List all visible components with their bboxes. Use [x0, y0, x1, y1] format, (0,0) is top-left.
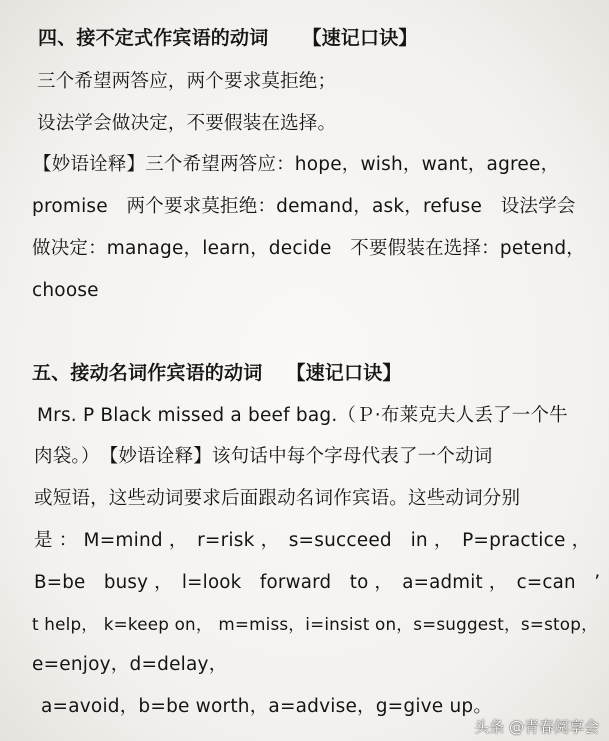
section4-tag: 【速记口诀】: [302, 27, 418, 49]
section5-line5: B=be busy ， l=look forward to ， a=admit ， c=can ’: [34, 572, 601, 593]
section5-line2: [34, 444, 492, 470]
section5-explain-tag: 【妙语诠释】: [109, 446, 212, 467]
section5-heading: 五、接动名词作宾语的动词: [32, 362, 263, 384]
section4-verse2: 设法学会做决定，不要假装在选择。: [37, 113, 337, 134]
section5-line7: e=enjoy，d=delay，: [32, 654, 228, 675]
section5-line3: 或短语，这些动词要求后面跟动名词作宾语。这些动词分别: [34, 488, 521, 509]
section4-explain-line2: promise 两个要求莫拒绝：demand，ask，refuse 设法学会: [32, 196, 576, 217]
section5-heading-line: [32, 360, 402, 386]
section5-line1: Mrs. P Black missed a beef bag.（Ｐ·布莱克夫人丢了一个牛: [37, 405, 568, 426]
section5-tag: 【速记口诀】: [286, 362, 402, 384]
section4-heading-line: [38, 25, 418, 51]
section4-explain-line3: 做决定：manage，learn，decide 不要假装在选择：petend，: [32, 238, 586, 259]
section5-line2b: 该句话中每个字母代表了一个动词: [211, 446, 493, 467]
section4-explain-line1: [33, 152, 559, 178]
watermark: 头条 @青春阅享会: [474, 718, 599, 736]
section5-line2a: 肉袋。）: [34, 446, 110, 467]
section4-explain-text1: 三个希望两答应：hope，wish，want，agree，: [145, 154, 560, 175]
section4-heading: 四、接不定式作宾语的动词: [38, 27, 269, 49]
section4-explain-tag: 【妙语诠释】: [33, 154, 146, 175]
section5-line8: a=avoid，b=be worth，a=advise，g=give up。: [41, 696, 493, 717]
section4-explain-line4: choose: [32, 280, 99, 301]
section5-line6: t help， k=keep on， m=miss，i=insist on，s=suggest，s=stop，: [32, 614, 599, 634]
section4-verse1: 三个希望两答应，两个要求莫拒绝；: [37, 71, 337, 92]
section5-line4: 是 ： M=mind ， r=risk ， s=succeed in ， P=practice ，: [34, 530, 591, 551]
